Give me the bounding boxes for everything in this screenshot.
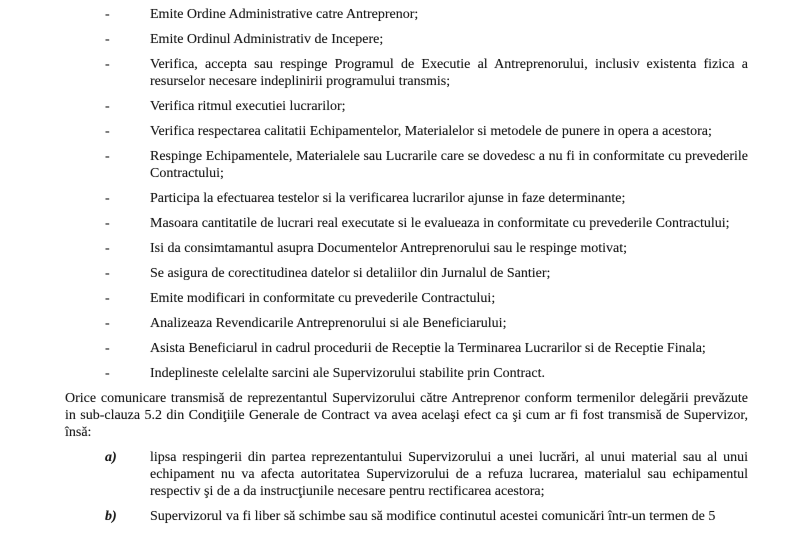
bullet-item	[65, 240, 748, 257]
bullet-dash: -	[105, 366, 110, 381]
bullet-item	[65, 56, 748, 90]
bullet-text: Indeplineste celelalte sarcini ale Supervizorului stabilite prin Contract.	[150, 366, 545, 381]
bullet-dash: -	[105, 32, 110, 47]
bullet-dash: -	[105, 191, 110, 206]
communication-paragraph: Orice comunicare transmisă de reprezentantul Supervizorului către Antreprenor conform termenilor delegării prevăzute in sub-clauza 5.2 din Condiţiile Generale de Contract va avea acelaşi efect ca şi cum ar fi fost transmisă de Supervizor, însă:	[65, 391, 748, 440]
bullet-dash: -	[105, 341, 110, 356]
bullet-item	[65, 215, 748, 232]
bullet-dash: -	[105, 216, 110, 231]
bullet-item	[65, 315, 748, 332]
bullet-text: Isi da consimtamantul asupra Documentelor Antreprenorului sau le respinge motivat;	[150, 241, 628, 256]
bullet-item	[65, 290, 748, 307]
item-a-label: a)	[105, 450, 117, 465]
bullet-text: Verifica, accepta sau respinge Programul de Executie al Antreprenorului, inclusiv existenta fizica a resurselor necesare indeplinirii programului transmis;	[150, 57, 748, 89]
bullet-text: Verifica ritmul executiei lucrarilor;	[150, 99, 346, 114]
bullet-text: Masoara cantitatile de lucrari real executate si le evalueaza in conformitate cu prevederile Contractului;	[150, 216, 730, 231]
bullet-item	[65, 190, 748, 207]
bullet-item	[65, 31, 748, 48]
bullet-dash: -	[105, 99, 110, 114]
bullet-item	[65, 6, 748, 23]
bullet-item	[65, 265, 748, 282]
bullet-text: Asista Beneficiarul in cadrul procedurii de Receptie la Terminarea Lucrarilor si de Receptie Finala;	[150, 341, 706, 356]
bullet-dash: -	[105, 124, 110, 139]
bullet-text: Emite Ordine Administrative catre Antreprenor;	[150, 7, 419, 22]
bullet-text: Emite modificari in conformitate cu prevederile Contractului;	[150, 291, 496, 306]
lettered-item-a	[65, 449, 748, 500]
bullet-text: Participa la efectuarea testelor si la verificarea lucrarilor ajunse in faze determinante;	[150, 191, 626, 206]
bullet-dash: -	[105, 7, 110, 22]
bullet-item	[65, 123, 748, 140]
bullet-dash: -	[105, 291, 110, 306]
bullet-item	[65, 148, 748, 182]
bullet-text: Emite Ordinul Administrativ de Incepere;	[150, 32, 384, 47]
item-b-text: Supervizorul va fi liber să schimbe sau să modifice continutul acestei comunicări într-un termen de 5	[150, 509, 716, 524]
bullet-text: Respinge Echipamentele, Materialele sau Lucrarile care se dovedesc a nu fi in conformitate cu prevederile Contractului;	[150, 149, 748, 181]
lettered-item-b	[65, 508, 748, 525]
bullet-dash: -	[105, 57, 110, 72]
bullet-dash: -	[105, 149, 110, 164]
item-a-text: lipsa respingerii din partea reprezentantului Supervizorului a unei lucrări, al unui material sau al unui echipament nu va afecta autoritatea Supervizorului de a refuza lucrarea, materialul sau echipamentul respectiv şi de a da instrucţiunile necesare pentru rectificarea acestora;	[150, 450, 748, 499]
bullet-text: Analizeaza Revendicarile Antreprenorului si ale Beneficiarului;	[150, 316, 507, 331]
bullet-item	[65, 98, 748, 115]
bullet-item	[65, 340, 748, 357]
bullet-text: Se asigura de corectitudinea datelor si detaliilor din Jurnalul de Santier;	[150, 266, 551, 281]
duties-bullet-list	[65, 6, 748, 382]
bullet-dash: -	[105, 266, 110, 281]
bullet-dash: -	[105, 316, 110, 331]
bullet-text: Verifica respectarea calitatii Echipamentelor, Materialelor si metodele de punere in opera a acestora;	[150, 124, 712, 139]
item-b-label: b)	[105, 509, 117, 524]
bullet-item	[65, 365, 748, 382]
lettered-list	[65, 449, 748, 525]
bullet-dash: -	[105, 241, 110, 256]
